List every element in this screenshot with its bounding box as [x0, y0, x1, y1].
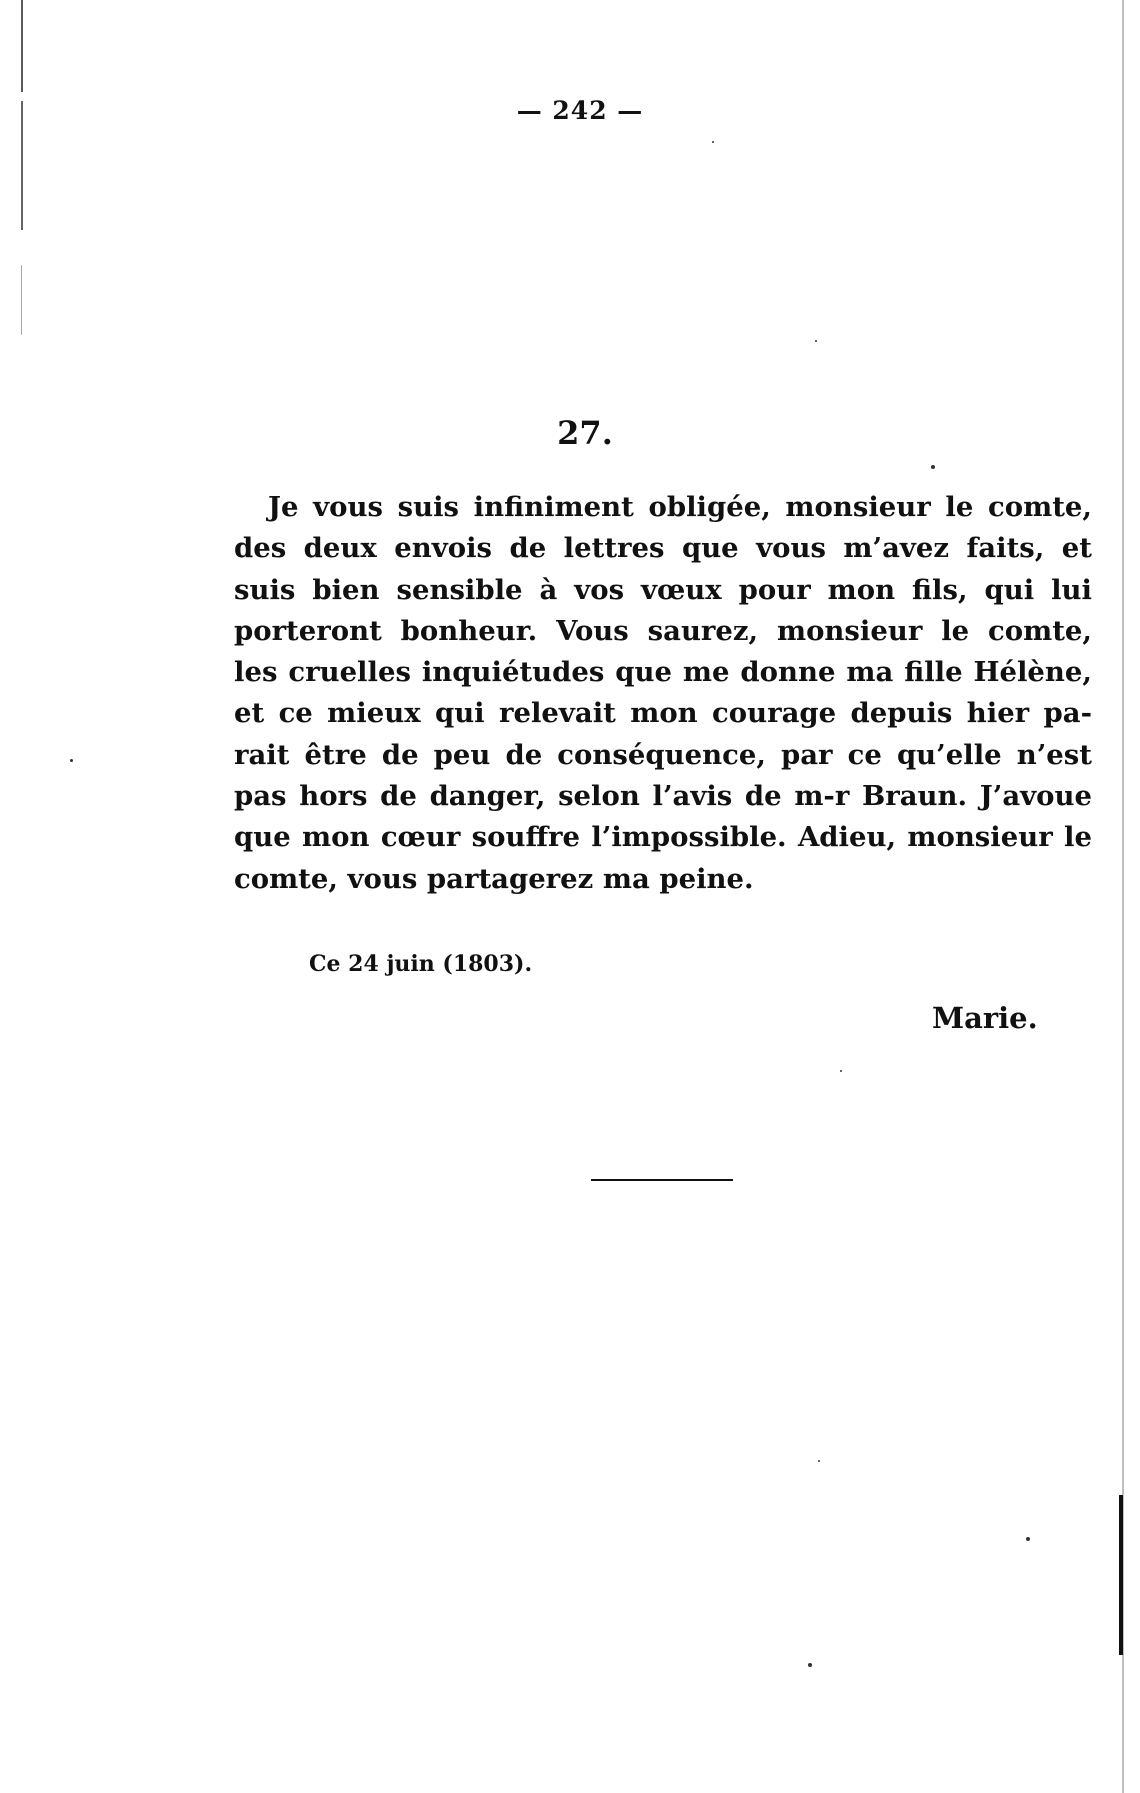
text-line: et ce mieux qui relevait mon courage depuis hier pa- [234, 697, 1092, 730]
text-line: les cruelles inquiétudes que me donne ma fille Hélène, [234, 656, 1092, 689]
text-line: des deux envois de lettres que vous m’avez faits, et [234, 532, 1092, 565]
text-line: Je vous suis infiniment obligée, monsieur le comte, [268, 491, 1092, 523]
scan-speck [1026, 1537, 1030, 1541]
letter-body [234, 487, 1092, 900]
scan-speck [808, 1663, 812, 1667]
text-line: comte, vous partagerez ma peine. [234, 862, 754, 895]
scan-edge-left-mark [21, 265, 22, 335]
scan-speck [840, 1070, 842, 1072]
scan-speck [818, 1460, 820, 1462]
text-line: suis bien sensible à vos vœux pour mon fils, qui lui [234, 573, 1092, 606]
text-line: pas hors de danger, selon l’avis de m-r Braun. J’avoue [234, 780, 1092, 813]
page-number: — 242 — [516, 96, 644, 125]
scan-speck [815, 340, 817, 342]
letter-signature: Marie. [932, 1001, 1038, 1035]
text-line: rait être de peu de conséquence, par ce qu’elle n’est [234, 738, 1092, 771]
scan-speck [712, 141, 714, 143]
text-line: porteront bonheur. Vous saurez, monsieur le comte, [234, 614, 1092, 647]
scan-edge-right-mark [1119, 1495, 1123, 1655]
text-line: que mon cœur souffre l’impossible. Adieu, monsieur le [234, 821, 1092, 854]
section-divider [591, 1179, 733, 1181]
letter-number: 27. [557, 414, 613, 452]
scan-speck [931, 465, 935, 469]
scan-speck [70, 759, 73, 762]
letter-date: Ce 24 juin (1803). [309, 951, 533, 977]
